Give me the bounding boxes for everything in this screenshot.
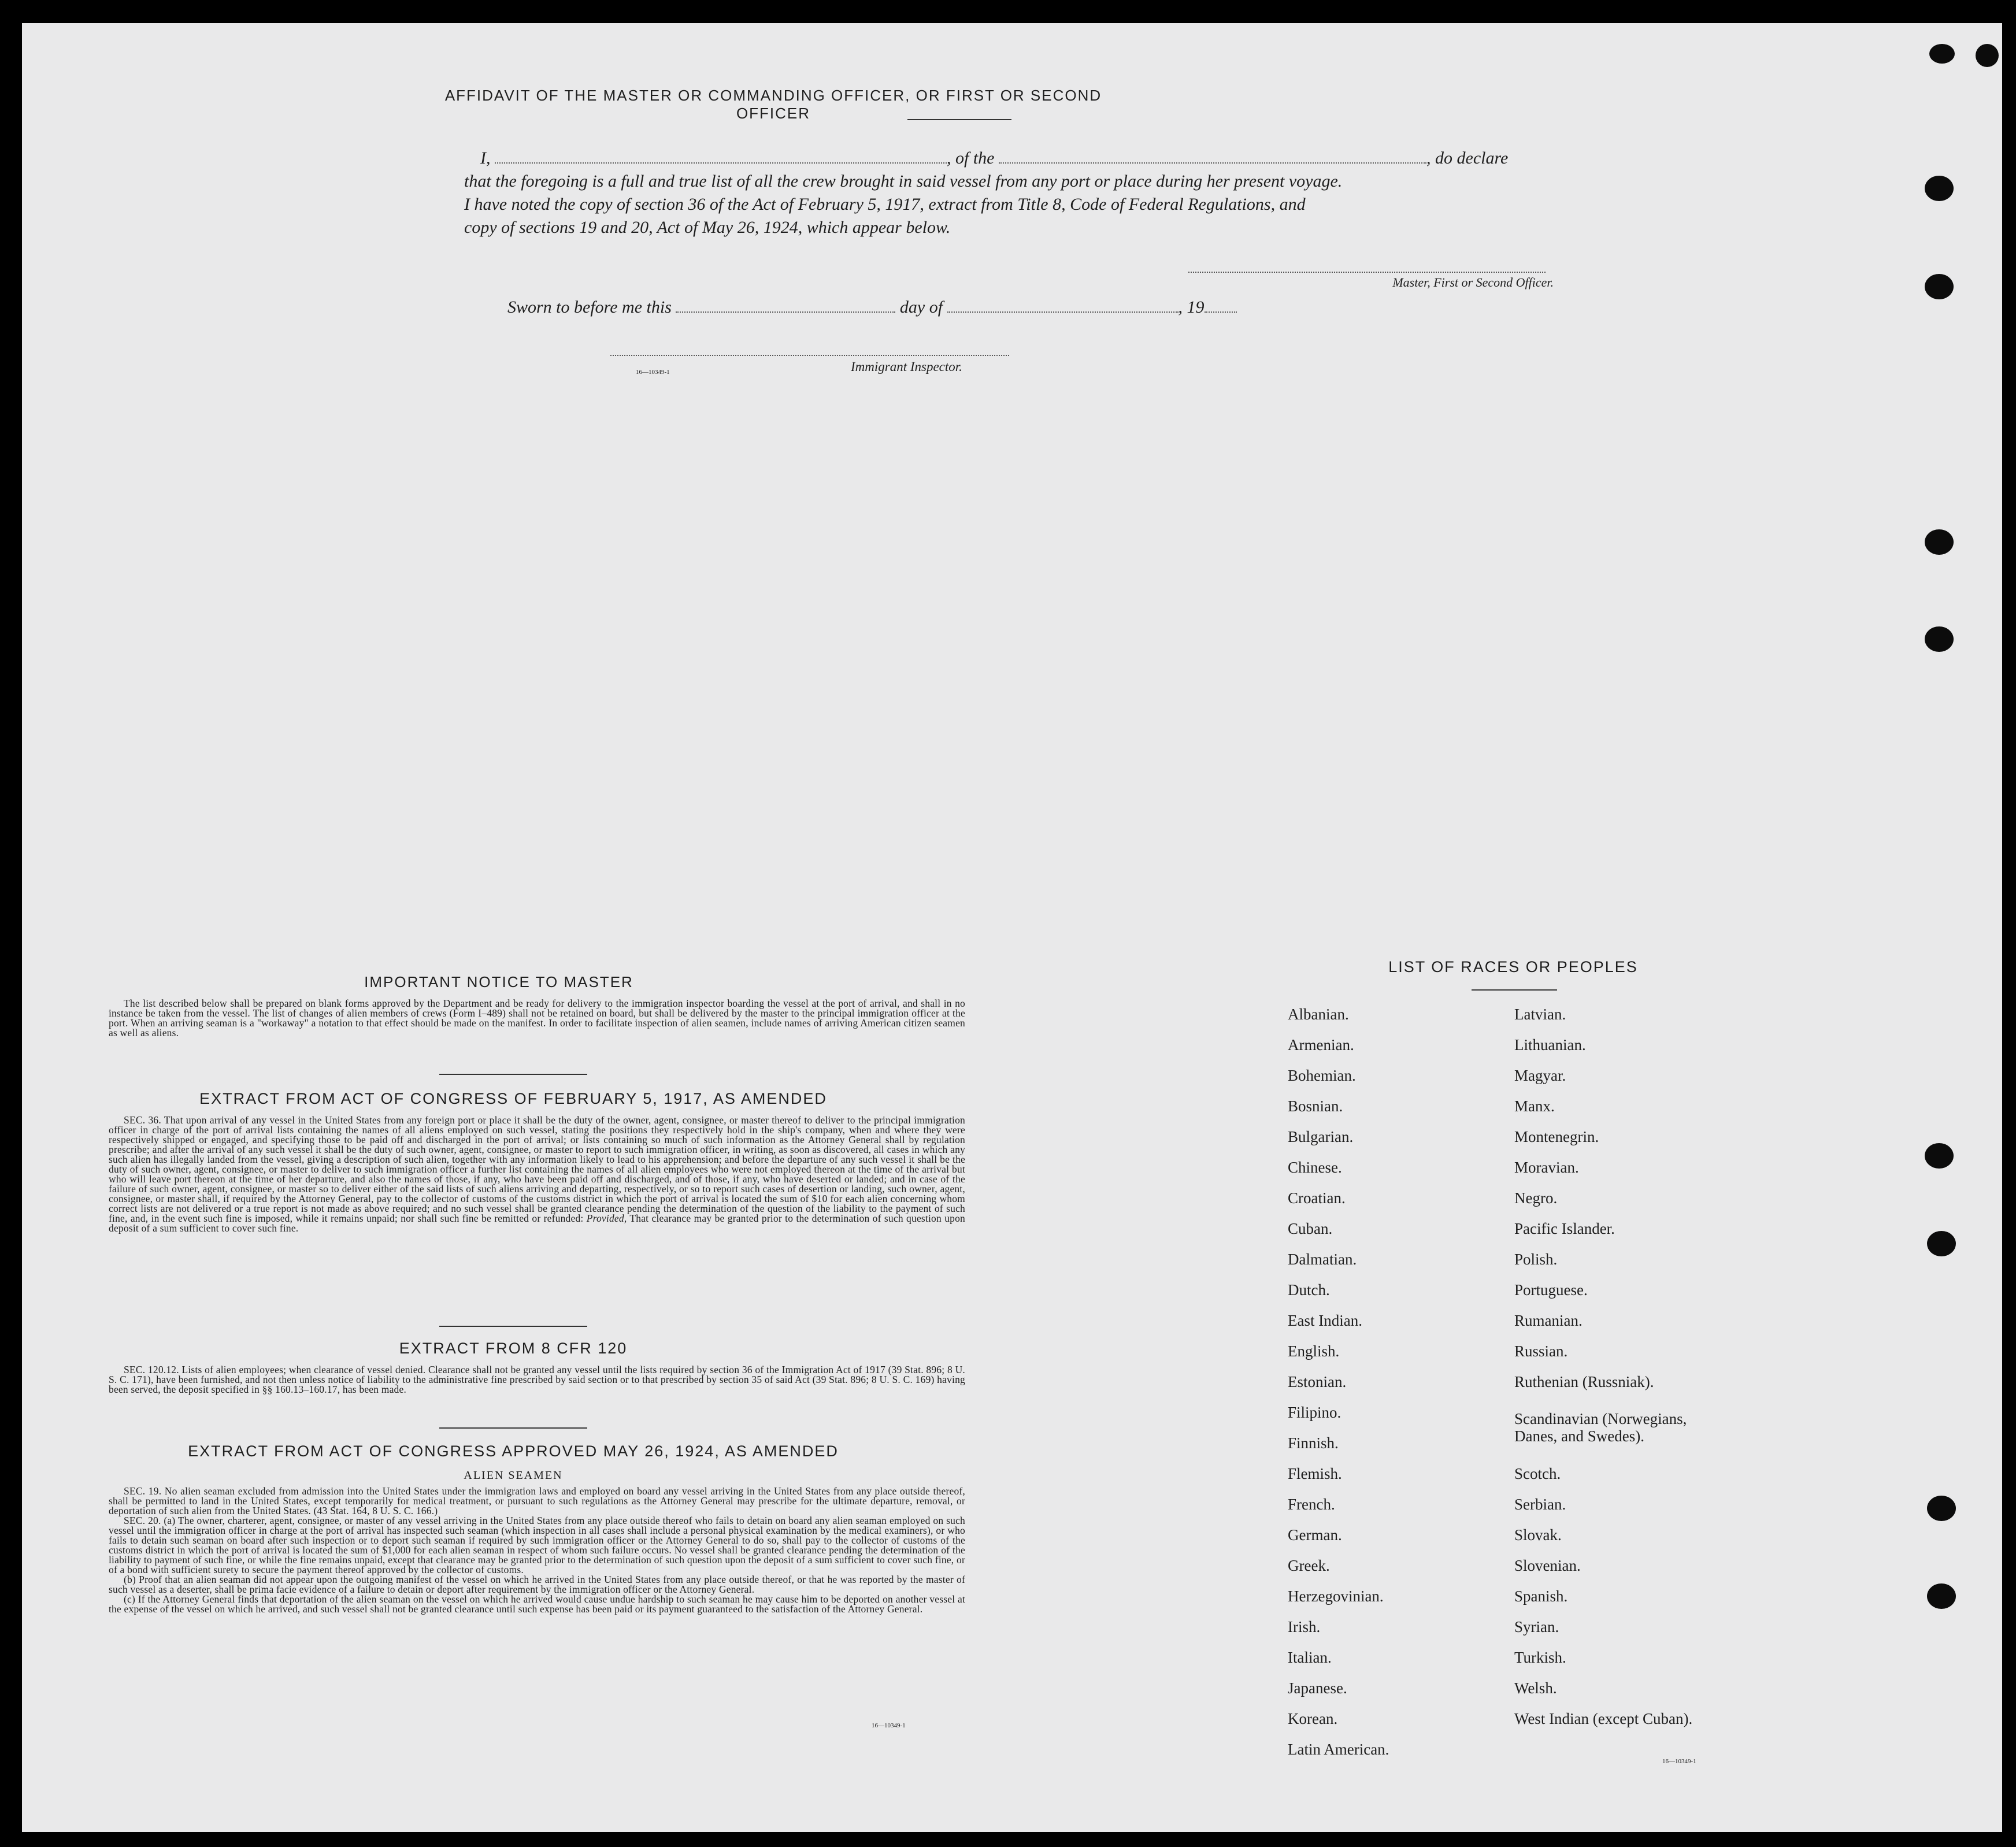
punch-hole <box>1927 1583 1956 1609</box>
race-item: Chinese. <box>1288 1159 1342 1176</box>
race-item: French. <box>1288 1496 1335 1513</box>
affidavit-line3: I have noted the copy of section 36 of the Act of February 5, 1917, extract from Title 8, Code of Federal Regulations, and <box>464 195 1306 214</box>
sworn-day-field[interactable] <box>676 311 895 313</box>
punch-hole <box>1925 176 1954 201</box>
proviso-label: Provided, <box>586 1212 627 1224</box>
race-item: Korean. <box>1288 1710 1338 1727</box>
race-item: Japanese. <box>1288 1679 1347 1697</box>
races-title-divider <box>1472 989 1557 991</box>
race-item: Spanish. <box>1514 1588 1568 1605</box>
race-item: Estonian. <box>1288 1373 1347 1390</box>
form-number: 16—10349-1 <box>636 369 670 376</box>
section-20b-paragraph: (b) Proof that an alien seaman did not appear upon the outgoing manifest of the vessel on which he arrived in the United States from any place outside thereof, or that he was reported by the master of such vessel as a deserter, shall be prima facie evidence of a failure to detain or deport after requirement by the immigration officer or the Attorney General. <box>109 1574 965 1595</box>
race-item: Pacific Islander. <box>1514 1220 1615 1237</box>
race-item: Polish. <box>1514 1251 1558 1268</box>
sworn-year-field[interactable] <box>1205 311 1237 313</box>
punch-hole <box>1927 1496 1956 1521</box>
inspector-label: Immigrant Inspector. <box>851 359 962 374</box>
affidavit-line2: that the foregoing is a full and true list of all the crew brought in said vessel from any port or place during her present voyage. <box>464 172 1343 191</box>
race-item: Dalmatian. <box>1288 1251 1357 1268</box>
race-item: Welsh. <box>1514 1679 1557 1697</box>
race-item: Moravian. <box>1514 1159 1579 1176</box>
race-item: Portuguese. <box>1514 1281 1588 1299</box>
race-item: English. <box>1288 1342 1340 1360</box>
race-item: Latvian. <box>1514 1006 1566 1023</box>
affidavit-declare: , do declare <box>1426 149 1509 168</box>
extract-cfr-text: SEC. 120.12. Lists of alien employees; when clearance of vessel denied. Clearance shall not be granted any vessel until the lists required by section 36 of the Immigration Act of 1917 (39 Stat. 896; 8 U. S. C. 171), have been furnished, and not then unless notice of liability to the administrative fine prescribed by said section or to that prescribed by section 35 of said Act (39 Stat. 896; 8 U. S. C. 169) having been served, the deposit specified in §§ 160.13–160.17, has been made. <box>109 1364 965 1395</box>
inspector-signature-line[interactable] <box>610 355 1009 356</box>
race-item: Lithuanian. <box>1514 1036 1586 1054</box>
race-item: Bohemian. <box>1288 1067 1356 1084</box>
extract-1924-title: EXTRACT FROM ACT OF CONGRESS APPROVED MAY 26, 1924, AS AMENDED <box>188 1442 839 1460</box>
title-divider <box>907 119 1011 120</box>
section-divider <box>439 1074 587 1075</box>
affidavit-of-the: , of the <box>947 149 995 168</box>
extract-cfr-title: EXTRACT FROM 8 CFR 120 <box>399 1340 628 1357</box>
section-divider <box>439 1326 587 1327</box>
extract-1924-text <box>109 1486 965 1614</box>
race-item: Syrian. <box>1514 1618 1559 1635</box>
race-item: Herzegovinian. <box>1288 1588 1384 1605</box>
race-item: Bulgarian. <box>1288 1128 1354 1145</box>
master-name-field[interactable] <box>495 162 947 164</box>
punch-hole <box>1929 44 1955 64</box>
race-item: Dutch. <box>1288 1281 1330 1299</box>
section-19-paragraph: SEC. 19. No alien seaman excluded from admission into the United States under the immigration laws and employed on board any vessel arriving in the United States from any place outside thereof, shall be permitted to land in the United States, except temporarily for medical treatment, or pursuant to such regulations as the Attorney General may prescribe for the ultimate departure, removal, or deportation of such alien from the United States. (43 Stat. 164, 8 U. S. C. 166.) <box>109 1485 965 1516</box>
race-item: Scandinavian (Norwegians, Danes, and Swedes). <box>1514 1410 1687 1445</box>
race-item: Ruthenian (Russniak). <box>1514 1373 1654 1390</box>
notice-text: The list described below shall be prepared on blank forms approved by the Department and be ready for delivery to the immigration inspector boarding the vessel at the port of arrival, and shall in no instance be taken from the vessel. The list of changes of alien members of crews (Form I–489) shall not be retained on board, but shall be delivered by the master to the principal immigration officer at the port. When an arriving seaman is a "workaway" a notation to that effect should be made on the manifest. In order to facilitate inspection of alien seamen, include names of arriving American citizen seamen as well as aliens. <box>109 997 965 1039</box>
vessel-name-field[interactable] <box>999 162 1426 164</box>
race-item: Negro. <box>1514 1189 1558 1207</box>
race-item: Finnish. <box>1288 1434 1339 1452</box>
race-item: Cuban. <box>1288 1220 1333 1237</box>
affidavit-line4: copy of sections 19 and 20, Act of May 26, 1924, which appear below. <box>464 218 951 237</box>
race-item: German. <box>1288 1526 1342 1544</box>
race-item: Croatian. <box>1288 1189 1346 1207</box>
sworn-label: Sworn to before me this <box>507 298 672 317</box>
extract-1917-title: EXTRACT FROM ACT OF CONGRESS OF FEBRUARY 5, 1917, AS AMENDED <box>199 1090 827 1107</box>
race-item: Italian. <box>1288 1649 1332 1666</box>
affidavit-title: AFFIDAVIT OF THE MASTER OR COMMANDING OFFICER, OR FIRST OR SECOND OFFICER <box>444 87 1102 122</box>
extract-1917-text <box>109 1115 965 1233</box>
races-column-1 <box>1288 1006 1496 1792</box>
punch-hole <box>1976 44 1999 67</box>
race-item: Rumanian. <box>1514 1312 1583 1329</box>
punch-hole <box>1927 1231 1956 1256</box>
races-title: LIST OF RACES OR PEOPLES <box>1388 958 1638 976</box>
section-36-text: SEC. 36. That upon arrival of any vessel in the United States from any foreign port or place it shall be the duty of the owner, agent, consignee, or master thereof to deliver to the principal immigration officer in charge of the port of arrival lists containing the names of all aliens employed on such vessel, stating the positions they respectively hold in the ship's company, when and where they were respectively shipped or engaged, and specifying those to be paid off and discharged in the port of arrival; or lists containing so much of such information as the Attorney General shall by regulation prescribe; and after the arrival of any such vessel it shall be the duty of such owner, agent, consignee, or master to report to such immigration officer, in writing, as soon as discovered, all cases in which any such alien has illegally landed from the vessel, giving a description of such alien, together with any information likely to lead to his apprehension; and before the departure of any such vessel it shall be the duty of such owner, agent, consignee, or master to deliver to such immigration officer a further list containing the names of all alien employees who were not employed thereon at the time of the arrival but who will leave port thereon at the time of her departure, and also the names of those, if any, who have been paid off and discharged, and of those, if any, who have deserted or landed; and in case of the failure of such owner, agent, consignee, or master so to deliver either of the said lists of such aliens arriving and departing, respectively, or so to report such cases of desertion or landing, such owner, agent, consignee, or master shall, if required by the Attorney General, pay to the collector of customs of the customs district in which the port of arrival is located the sum of $10 for each alien concerning whom correct lists are not delivered or a true report is not made as above required; and no such vessel shall be granted clearance pending the determination of the question of the liability to the payment of such fine, and, in the event such fine is imposed, while it remains unpaid; nor shall such fine be remitted or refunded: <box>109 1114 965 1224</box>
form-number: 16—10349-1 <box>872 1722 906 1729</box>
race-item: Flemish. <box>1288 1465 1342 1482</box>
notice-title: IMPORTANT NOTICE TO MASTER <box>364 973 633 991</box>
alien-seamen-subtitle: ALIEN SEAMEN <box>464 1469 563 1482</box>
proviso-text: That clearance may be granted prior to the determination of such question upon deposit of a sum sufficient to cover such fine. <box>109 1212 966 1234</box>
race-item: Latin American. <box>1288 1741 1389 1758</box>
punch-hole <box>1925 274 1954 299</box>
race-item: Scotch. <box>1514 1465 1561 1482</box>
section-20a-paragraph: SEC. 20. (a) The owner, charterer, agent, consignee, or master of any vessel arriving in the United States from any place outside thereof who fails to detain on board any alien seaman employed on such vessel until the immigration officer in charge at the port of arrival has inspected such seaman (which inspection in all cases shall include a personal physical examination by the medical examiners), or who fails to detain such seaman on board after such inspection or to deport such seaman if required by such immigration officer or the Attorney General to do so, shall pay to the collector of customs of the customs district in which the port of arrival is located the sum of $1,000 for each alien seaman in respect of whom such failure occurs. No vessel shall be granted clearance pending the determination of the liability to payment of such fine, or while the fine remains unpaid, except that clearance may be granted prior to the determination of such question upon the deposit of a sum sufficient to cover such fine, or of a bond with sufficient surety to secure the payment thereof approved by the collector of customs. <box>109 1515 965 1575</box>
sworn-line <box>507 296 1237 319</box>
signature-label: Master, First or Second Officer. <box>1392 275 1554 290</box>
form-number: 16—10349-1 <box>1662 1758 1696 1765</box>
section-20c-paragraph: (c) If the Attorney General finds that deportation of the alien seaman on the vessel on which he arrived would cause undue hardship to such seaman he may cause him to be deported on another vessel at the expense of the vessel on which he arrived, and such vessel shall not be granted clearance until such expense has been paid or its payment guaranteed to the satisfaction of the Attorney General. <box>109 1593 965 1615</box>
punch-hole <box>1925 626 1954 652</box>
race-item: Serbian. <box>1514 1496 1566 1513</box>
year-label: , 19 <box>1178 298 1205 317</box>
race-item: Armenian. <box>1288 1036 1354 1054</box>
race-item: Montenegrin. <box>1514 1128 1599 1145</box>
race-item: Albanian. <box>1288 1006 1349 1023</box>
punch-hole <box>1925 1143 1954 1169</box>
punch-hole <box>1925 529 1954 555</box>
race-item: Magyar. <box>1514 1067 1566 1084</box>
affidavit-text <box>464 147 1574 239</box>
race-item: Manx. <box>1514 1097 1555 1115</box>
race-item: West Indian (except Cuban). <box>1514 1710 1693 1727</box>
sworn-month-field[interactable] <box>947 311 1179 313</box>
races-column-2 <box>1514 1006 1769 1757</box>
race-item: Irish. <box>1288 1618 1321 1635</box>
race-item: Filipino. <box>1288 1404 1341 1421</box>
affidavit-i: I, <box>480 149 491 168</box>
race-item: Turkish. <box>1514 1649 1566 1666</box>
race-item: Greek. <box>1288 1557 1330 1574</box>
race-item: Bosnian. <box>1288 1097 1343 1115</box>
race-item: Slovenian. <box>1514 1557 1581 1574</box>
race-item: Slovak. <box>1514 1526 1562 1544</box>
form-page <box>22 23 2002 1832</box>
signature-line[interactable] <box>1188 272 1546 273</box>
day-of-label: day of <box>899 298 943 317</box>
race-item: Russian. <box>1514 1342 1568 1360</box>
section-divider <box>439 1427 587 1429</box>
race-item: East Indian. <box>1288 1312 1362 1329</box>
